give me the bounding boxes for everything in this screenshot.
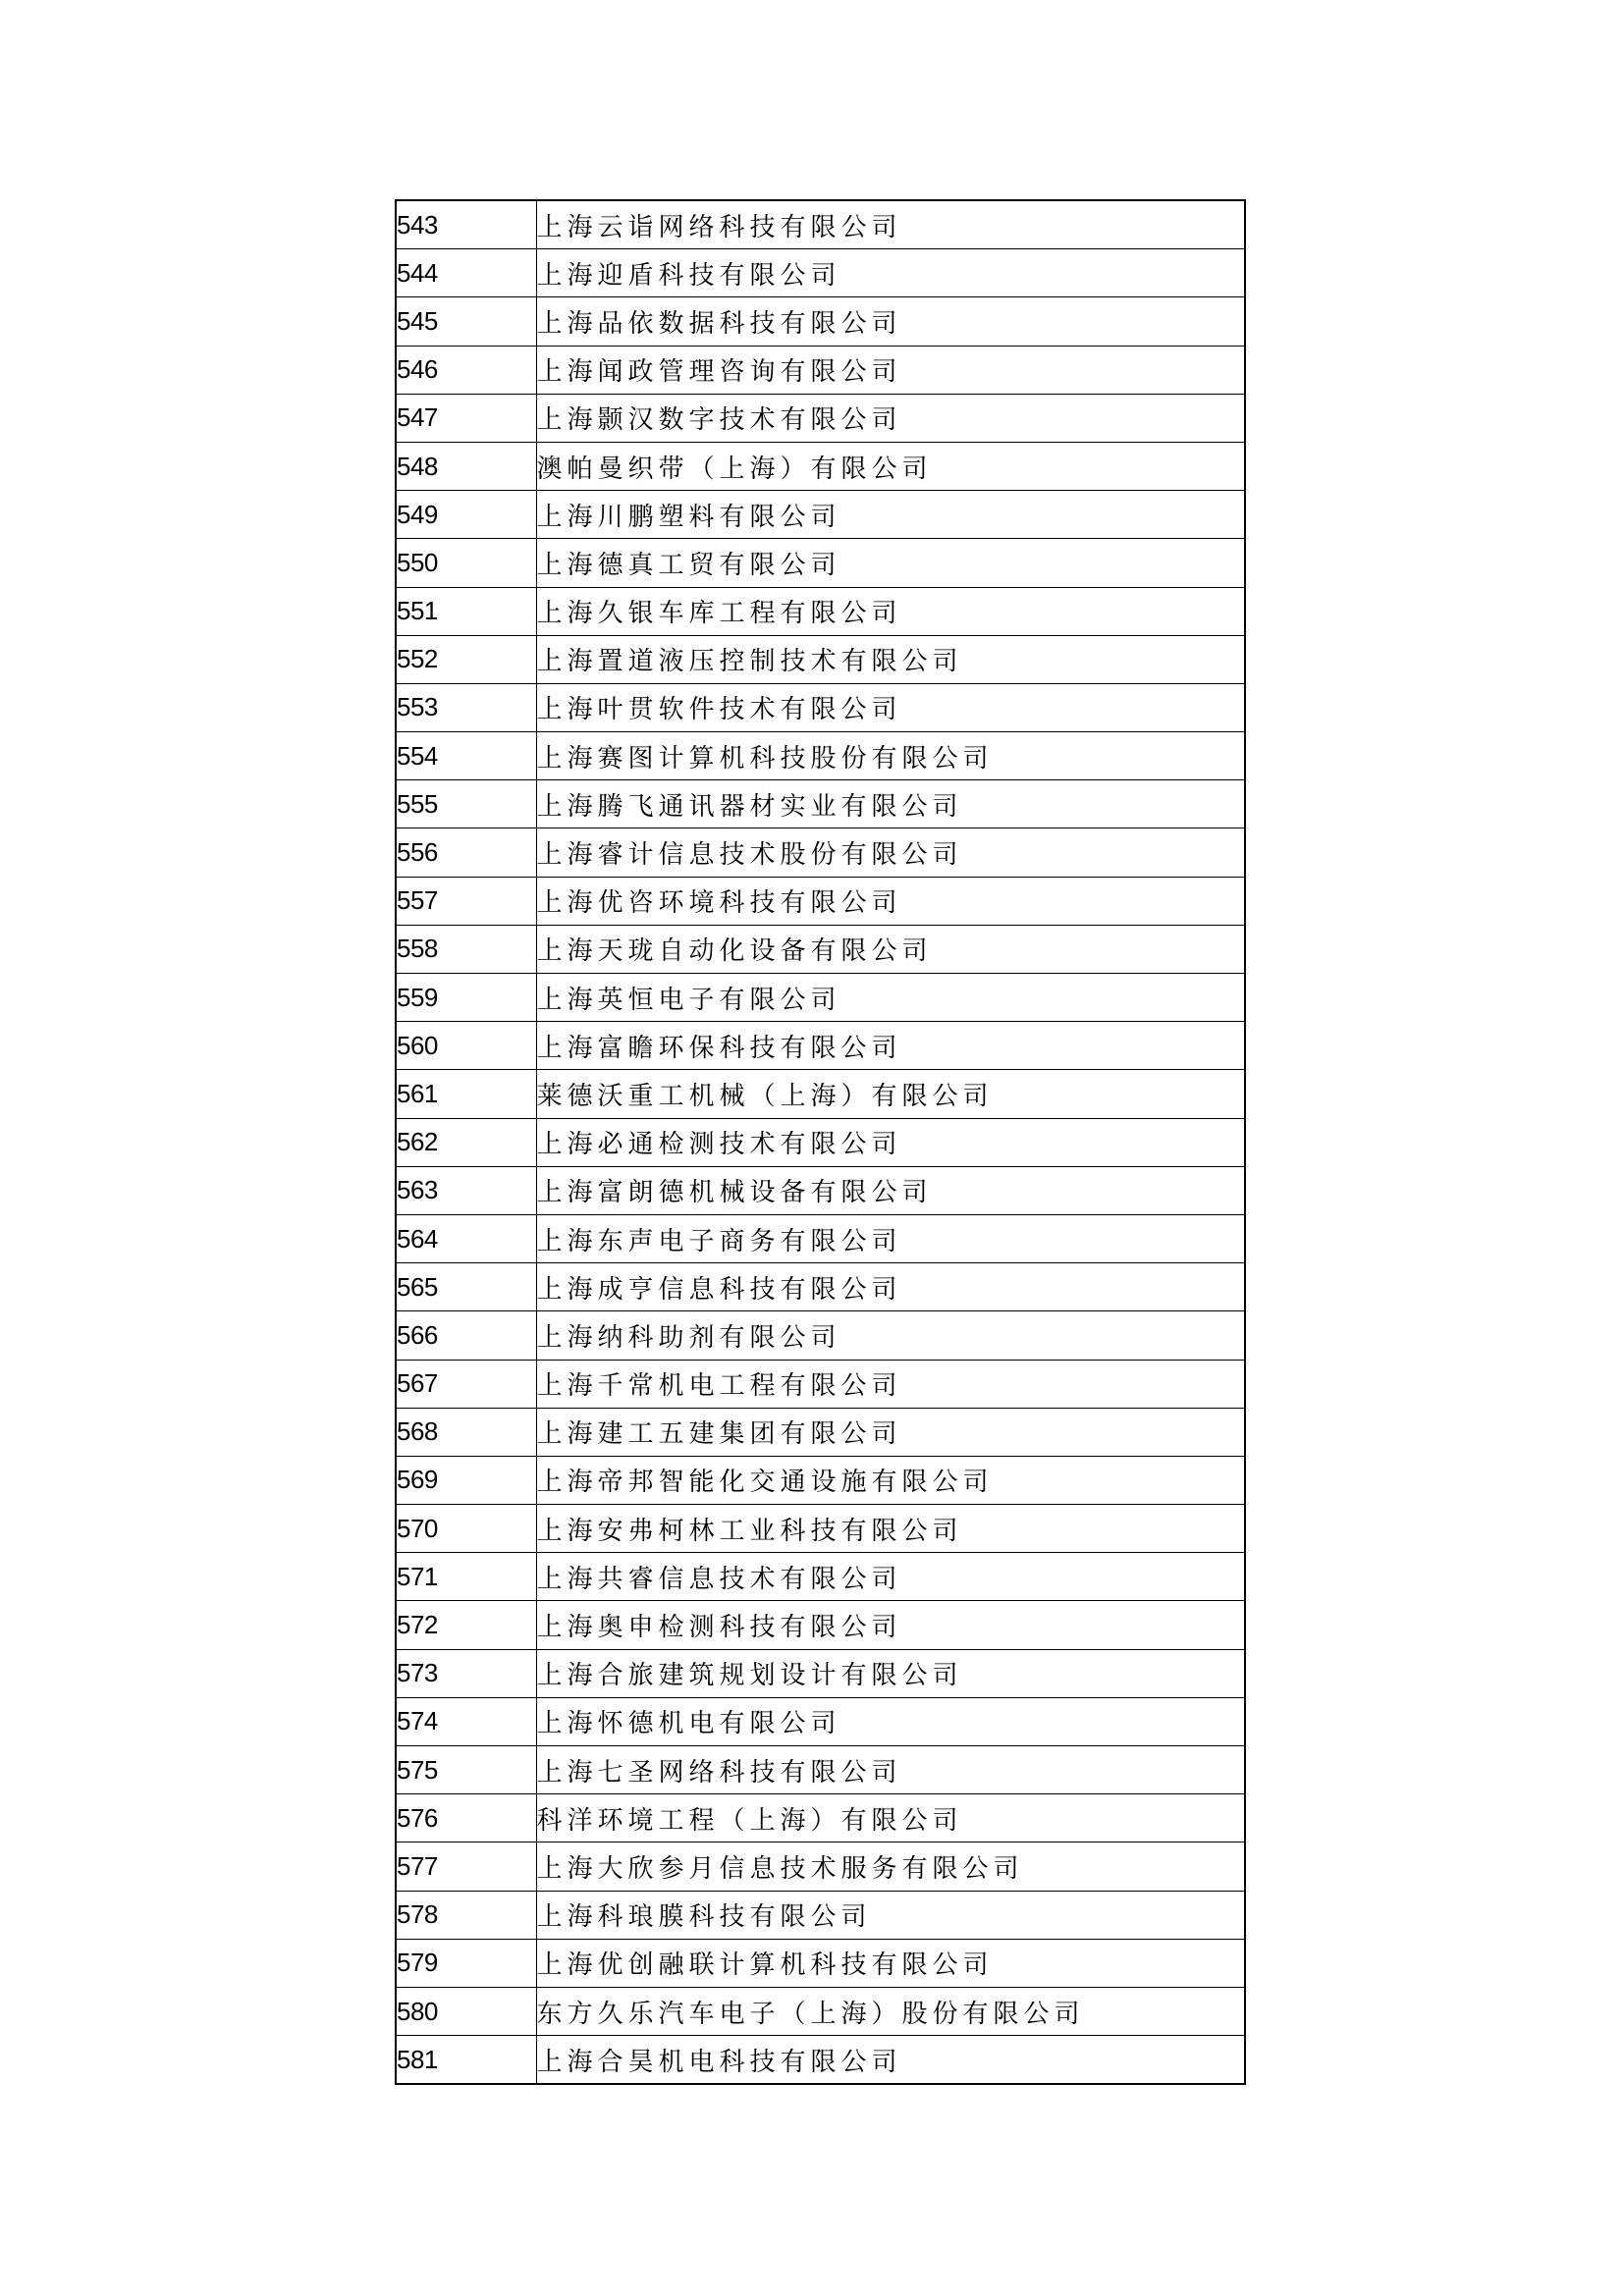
table-row: [396, 1746, 1245, 1794]
company-name: 科洋环境工程（上海）有限公司: [536, 1794, 1245, 1842]
row-number: 581: [396, 2036, 536, 2085]
row-number: 544: [396, 249, 536, 297]
company-name: 上海共睿信息技术有限公司: [536, 1553, 1245, 1601]
row-number: 551: [396, 587, 536, 635]
table-row: [396, 1214, 1245, 1262]
table-row: [396, 1118, 1245, 1166]
company-name: 上海睿计信息技术股份有限公司: [536, 828, 1245, 877]
table-row: [396, 1022, 1245, 1070]
company-name: 上海德真工贸有限公司: [536, 539, 1245, 587]
table-row: [396, 249, 1245, 297]
row-number: 571: [396, 1553, 536, 1601]
table-row: [396, 1649, 1245, 1697]
table-row: [396, 683, 1245, 731]
row-number: 545: [396, 297, 536, 346]
row-number: 554: [396, 732, 536, 780]
company-name: 上海迎盾科技有限公司: [536, 249, 1245, 297]
company-name: 上海富朗德机械设备有限公司: [536, 1166, 1245, 1214]
table-row: [396, 587, 1245, 635]
table-row: [396, 1553, 1245, 1601]
row-number: 563: [396, 1166, 536, 1214]
company-name: 上海置道液压控制技术有限公司: [536, 635, 1245, 683]
company-name: 上海云诣网络科技有限公司: [536, 200, 1245, 249]
table-row: [396, 1891, 1245, 1939]
company-name: 上海怀德机电有限公司: [536, 1697, 1245, 1745]
table-row: [396, 1697, 1245, 1745]
company-name: 上海富瞻环保科技有限公司: [536, 1022, 1245, 1070]
company-name: 上海川鹏塑料有限公司: [536, 491, 1245, 539]
table-row: [396, 1166, 1245, 1214]
company-name: 上海腾飞通讯器材实业有限公司: [536, 780, 1245, 828]
table-row: [396, 2036, 1245, 2085]
row-number: 566: [396, 1311, 536, 1360]
company-name: 上海赛图计算机科技股份有限公司: [536, 732, 1245, 780]
row-number: 580: [396, 1987, 536, 2035]
row-number: 560: [396, 1022, 536, 1070]
company-name: 上海千常机电工程有限公司: [536, 1360, 1245, 1408]
company-name: 上海叶贯软件技术有限公司: [536, 683, 1245, 731]
company-name: 上海必通检测技术有限公司: [536, 1118, 1245, 1166]
company-name: 上海东声电子商务有限公司: [536, 1214, 1245, 1262]
row-number: 553: [396, 683, 536, 731]
table-row: [396, 1263, 1245, 1311]
row-number: 564: [396, 1214, 536, 1262]
table-row: [396, 346, 1245, 394]
table-row: [396, 442, 1245, 490]
company-name: 上海纳科助剂有限公司: [536, 1311, 1245, 1360]
company-list-table: [395, 199, 1246, 2085]
table-row: [396, 1456, 1245, 1504]
company-name: 上海英恒电子有限公司: [536, 974, 1245, 1022]
company-name: 上海天珑自动化设备有限公司: [536, 925, 1245, 973]
table-row: [396, 394, 1245, 442]
row-number: 548: [396, 442, 536, 490]
company-name: 莱德沃重工机械（上海）有限公司: [536, 1070, 1245, 1118]
table-row: [396, 1794, 1245, 1842]
table-row: [396, 491, 1245, 539]
row-number: 546: [396, 346, 536, 394]
row-number: 557: [396, 877, 536, 925]
row-number: 549: [396, 491, 536, 539]
table-row: [396, 877, 1245, 925]
company-name: 上海优创融联计算机科技有限公司: [536, 1939, 1245, 1987]
table-row: [396, 1070, 1245, 1118]
company-name: 上海七圣网络科技有限公司: [536, 1746, 1245, 1794]
table-row: [396, 1505, 1245, 1553]
table-row: [396, 828, 1245, 877]
company-name: 上海闻政管理咨询有限公司: [536, 346, 1245, 394]
table-row: [396, 635, 1245, 683]
table-row: [396, 200, 1245, 249]
table-row: [396, 780, 1245, 828]
company-name: 上海合昊机电科技有限公司: [536, 2036, 1245, 2085]
company-name: 上海奥申检测科技有限公司: [536, 1601, 1245, 1649]
row-number: 578: [396, 1891, 536, 1939]
company-name: 上海久银车库工程有限公司: [536, 587, 1245, 635]
row-number: 575: [396, 1746, 536, 1794]
table-row: [396, 1987, 1245, 2035]
table-row: [396, 539, 1245, 587]
row-number: 543: [396, 200, 536, 249]
row-number: 559: [396, 974, 536, 1022]
company-name: 上海品依数据科技有限公司: [536, 297, 1245, 346]
table-row: [396, 297, 1245, 346]
company-name: 澳帕曼织带（上海）有限公司: [536, 442, 1245, 490]
row-number: 547: [396, 394, 536, 442]
row-number: 561: [396, 1070, 536, 1118]
row-number: 550: [396, 539, 536, 587]
table-row: [396, 1842, 1245, 1891]
row-number: 565: [396, 1263, 536, 1311]
row-number: 567: [396, 1360, 536, 1408]
company-name: 上海帝邦智能化交通设施有限公司: [536, 1456, 1245, 1504]
company-name: 上海大欣参月信息技术服务有限公司: [536, 1842, 1245, 1891]
row-number: 556: [396, 828, 536, 877]
row-number: 579: [396, 1939, 536, 1987]
table-row: [396, 1360, 1245, 1408]
row-number: 570: [396, 1505, 536, 1553]
table-row: [396, 1601, 1245, 1649]
row-number: 568: [396, 1408, 536, 1456]
table-row: [396, 974, 1245, 1022]
company-name: 上海优咨环境科技有限公司: [536, 877, 1245, 925]
row-number: 577: [396, 1842, 536, 1891]
row-number: 574: [396, 1697, 536, 1745]
company-name: 上海成亨信息科技有限公司: [536, 1263, 1245, 1311]
company-name: 上海建工五建集团有限公司: [536, 1408, 1245, 1456]
row-number: 576: [396, 1794, 536, 1842]
row-number: 573: [396, 1649, 536, 1697]
table-row: [396, 925, 1245, 973]
company-name: 上海合旅建筑规划设计有限公司: [536, 1649, 1245, 1697]
table-row: [396, 1311, 1245, 1360]
company-name: 上海安弗柯林工业科技有限公司: [536, 1505, 1245, 1553]
row-number: 569: [396, 1456, 536, 1504]
table-row: [396, 1939, 1245, 1987]
company-name: 上海颢汉数字技术有限公司: [536, 394, 1245, 442]
row-number: 558: [396, 925, 536, 973]
company-name: 东方久乐汽车电子（上海）股份有限公司: [536, 1987, 1245, 2035]
table-row: [396, 732, 1245, 780]
table-row: [396, 1408, 1245, 1456]
row-number: 552: [396, 635, 536, 683]
company-name: 上海科琅膜科技有限公司: [536, 1891, 1245, 1939]
row-number: 562: [396, 1118, 536, 1166]
row-number: 555: [396, 780, 536, 828]
row-number: 572: [396, 1601, 536, 1649]
